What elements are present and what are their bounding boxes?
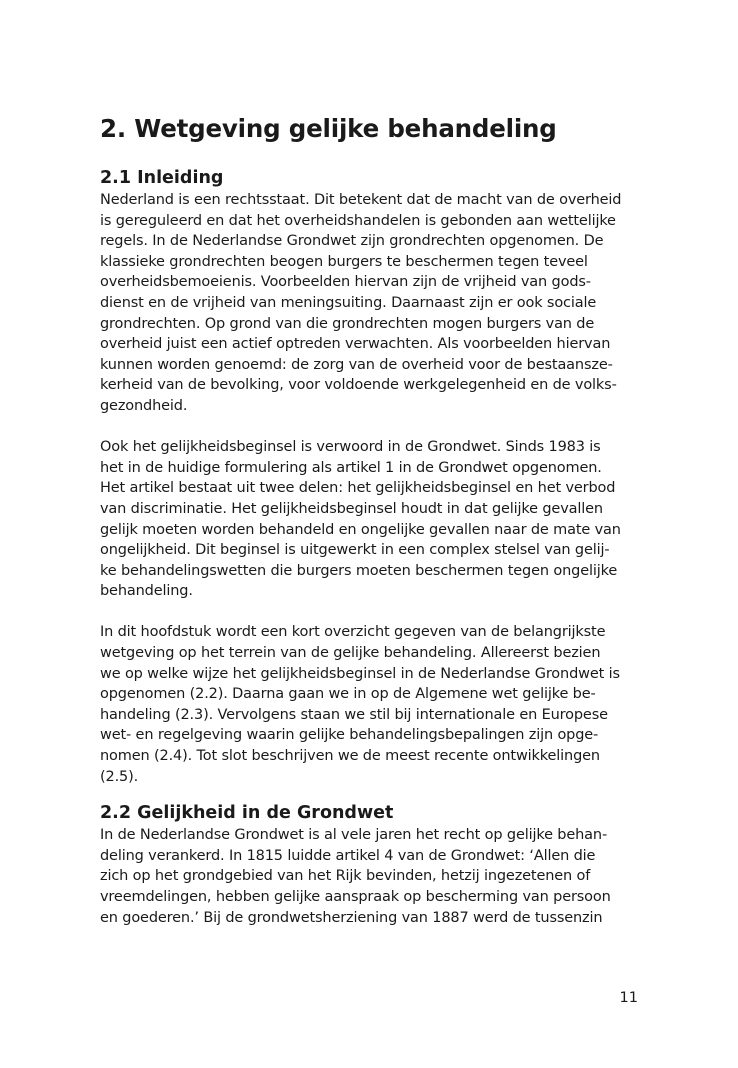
text-line: ongelijkheid. Dit beginsel is uitgewerkt in een complex stelsel van gelij- (100, 542, 610, 559)
section-heading-grondwet: 2.2 Gelijkheid in de Grondwet (100, 803, 394, 824)
text-line: regels. In de Nederlandse Grondwet zijn grondrechten opgenomen. De (100, 233, 604, 250)
text-line: ke behandelingswetten die burgers moeten beschermen tegen ongelijke (100, 562, 618, 579)
chapter-title: 2. Wetgeving gelijke behandeling (100, 114, 557, 143)
text-line: deling verankerd. In 1815 luidde artikel 4 van de Grondwet: ‘Allen die (100, 847, 596, 864)
paragraph (100, 190, 640, 417)
text-line: Ook het gelijkheidsbeginsel is verwoord in de Grondwet. Sinds 1983 is (100, 439, 601, 456)
text-line: klassieke grondrechten beogen burgers te beschermen tegen teveel (100, 253, 588, 270)
paragraph (100, 622, 640, 787)
text-line: behandeling. (100, 583, 193, 600)
text-line: gezondheid. (100, 397, 188, 414)
text-line: grondrechten. Op grond van die grondrechten mogen burgers van de (100, 315, 595, 332)
text-line: handeling (2.3). Vervolgens staan we stil bij internationale en Europese (100, 706, 608, 723)
text-line: we op welke wijze het gelijkheidsbeginsel in de Nederlandse Grondwet is (100, 665, 620, 682)
text-line: In dit hoofdstuk wordt een kort overzicht gegeven van de belangrijkste (100, 624, 606, 641)
text-line: opgenomen (2.2). Daarna gaan we in op de Algemene wet gelijke be- (100, 686, 596, 703)
text-line: wet- en regelgeving waarin gelijke behandelingsbepalingen zijn opge- (100, 727, 599, 744)
paragraph (100, 437, 640, 602)
text-line: kunnen worden genoemd: de zorg van de overheid voor de bestaansze- (100, 356, 613, 373)
page-number: 11 (619, 990, 638, 1006)
text-line: is gereguleerd en dat het overheidshandelen is gebonden aan wettelijke (100, 212, 616, 229)
text-line: (2.5). (100, 768, 139, 785)
text-line: In de Nederlandse Grondwet is al vele jaren het recht op gelijke behan- (100, 827, 608, 844)
text-line: overheidsbemoeienis. Voorbeelden hiervan zijn de vrijheid van gods- (100, 274, 591, 291)
text-line: en goederen.’ Bij de grondwetsherziening van 1887 werd de tussenzin (100, 909, 603, 926)
paragraph (100, 825, 640, 928)
text-line: het in de huidige formulering als artikel 1 in de Grondwet opgenomen. (100, 459, 602, 476)
text-line: zich op het grondgebied van het Rijk bevinden, hetzij ingezetenen of (100, 868, 591, 885)
text-line: dienst en de vrijheid van meningsuiting. Daarnaast zijn er ook sociale (100, 294, 597, 311)
section-heading-inleiding: 2.1 Inleiding (100, 168, 224, 188)
text-line: Het artikel bestaat uit twee delen: het gelijkheidsbeginsel en het verbod (100, 480, 616, 497)
text-line: kerheid van de bevolking, voor voldoende werkgelegenheid en de volks- (100, 377, 617, 394)
text-line: van discriminatie. Het gelijkheidsbeginsel houdt in dat gelijke gevallen (100, 500, 603, 517)
text-line: vreemdelingen, hebben gelijke aanspraak op bescherming van persoon (100, 889, 611, 905)
text-line: overheid juist een actief optreden verwachten. Als voorbeelden hiervan (100, 336, 611, 353)
text-line: nomen (2.4). Tot slot beschrijven we de meest recente ontwikkelingen (100, 748, 600, 765)
text-line: Nederland is een rechtsstaat. Dit betekent dat de macht van de overheid (100, 192, 622, 208)
page-content (100, 112, 640, 928)
text-line: gelijk moeten worden behandeld en ongelijke gevallen naar de mate van (100, 521, 621, 538)
text-line: wetgeving op het terrein van de gelijke behandeling. Allereerst bezien (100, 645, 601, 662)
